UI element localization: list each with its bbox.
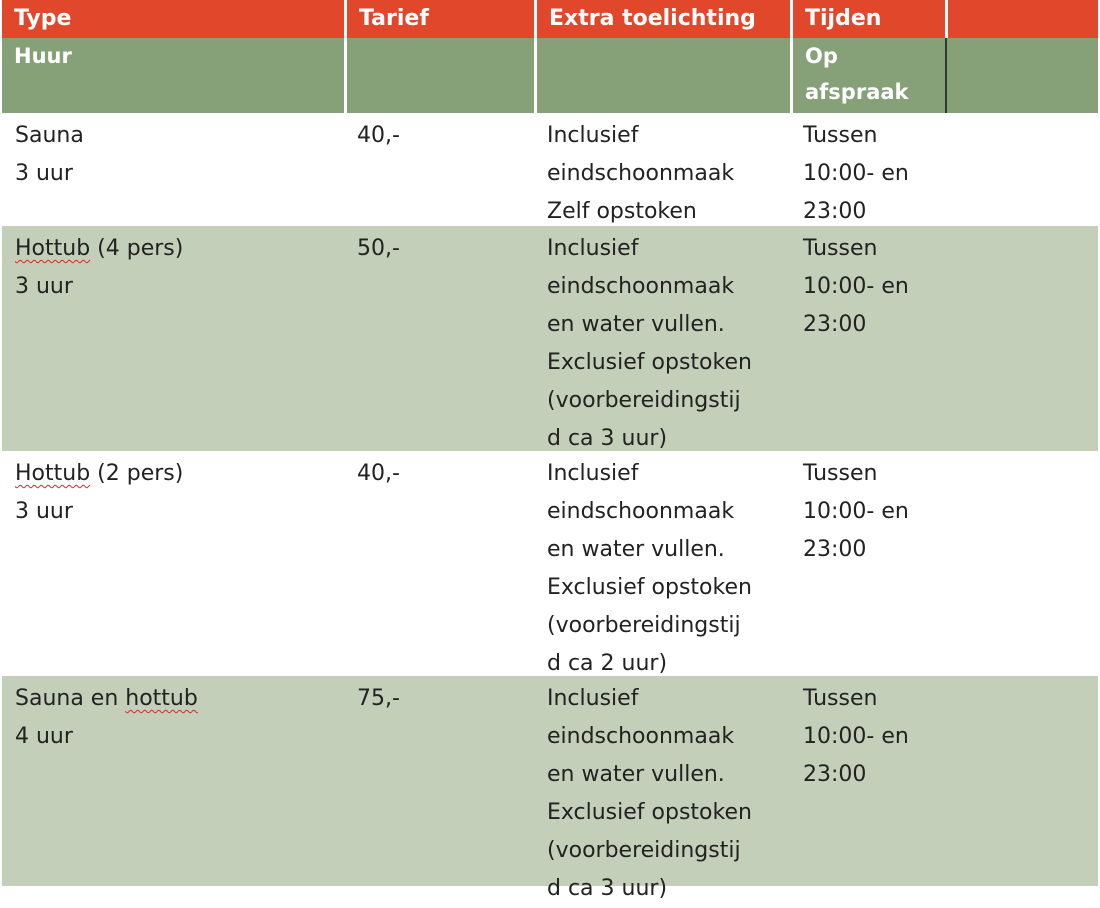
row-2-type-rest: (4 pers) xyxy=(90,236,184,261)
row-4-tijden-line: 10:00- en xyxy=(803,724,909,749)
row-1-tijden-line: Tussen xyxy=(803,123,878,148)
row-1-type-name xyxy=(15,117,334,155)
row-3-tijden xyxy=(790,451,945,676)
header-tarief: Tarief xyxy=(344,0,534,38)
row-1-type xyxy=(2,113,344,226)
subheader-toelichting xyxy=(534,38,790,113)
row-4-toelichting-line: eindschoonmaak xyxy=(547,724,735,749)
row-2-type xyxy=(2,226,344,451)
row-4-toelichting-line: d ca 3 uur) xyxy=(547,876,668,901)
row-4-tijden-line: Tussen xyxy=(803,686,878,711)
row-4-extra xyxy=(945,676,1098,886)
subheader-tarief xyxy=(344,38,534,113)
row-4-toelichting-line: en water vullen. xyxy=(547,762,725,787)
row-3-extra xyxy=(945,451,1098,676)
header-tijden: Tijden xyxy=(790,0,945,38)
row-4-toelichting xyxy=(534,676,790,901)
row-3-tijden-line: Tussen xyxy=(803,461,878,486)
row-2-toelichting-line: eindschoonmaak xyxy=(547,274,735,299)
row-2-tijden-line: 10:00- en xyxy=(803,274,909,299)
row-1-toelichting-line: Inclusief xyxy=(547,123,639,148)
row-3-type-spell-flag[interactable]: Hottub xyxy=(15,461,91,486)
row-4-type-name xyxy=(15,680,334,718)
row-2-tijden-line: 23:00 xyxy=(803,312,867,337)
row-3-toelichting-line: Inclusief xyxy=(547,461,639,486)
row-1-type-text: Sauna xyxy=(15,123,84,148)
row-4-tijden-line: 23:00 xyxy=(803,762,867,787)
row-2-toelichting-line: en water vullen. xyxy=(547,312,725,337)
row-3-type xyxy=(2,451,344,676)
row-3-tijden-line: 23:00 xyxy=(803,537,867,562)
row-2-type-spell-flag[interactable]: Hottub xyxy=(15,236,91,261)
row-3-toelichting-line: eindschoonmaak xyxy=(547,499,735,524)
row-1-tijden-line: 10:00- en xyxy=(803,161,909,186)
price-table xyxy=(2,0,1098,901)
row-3-toelichting xyxy=(534,451,790,676)
row-2-tijden-line: Tussen xyxy=(803,236,878,261)
row-3-toelichting-line: (voorbereidingstij xyxy=(547,613,741,638)
row-4-tarief: 75,- xyxy=(344,676,534,886)
header-toelichting: Extra toelichting xyxy=(534,0,790,38)
row-2-tarief: 50,- xyxy=(344,226,534,451)
row-3-toelichting-line: d ca 2 uur) xyxy=(547,651,668,676)
row-1-toelichting-line: eindschoonmaak xyxy=(547,161,735,186)
subheader-extra xyxy=(945,38,1098,113)
row-4-type-text: Sauna en xyxy=(15,686,126,711)
row-4-duration: 4 uur xyxy=(15,724,73,749)
row-1-toelichting-line: Zelf opstoken xyxy=(547,199,697,224)
row-2-extra xyxy=(945,226,1098,451)
subheader-tijden xyxy=(790,38,945,113)
row-3-tijden-line: 10:00- en xyxy=(803,499,909,524)
subheader-tijden-line2: afspraak xyxy=(805,80,909,104)
row-2-toelichting-line: Inclusief xyxy=(547,236,639,261)
row-1-extra xyxy=(945,113,1098,226)
row-1-tijden xyxy=(790,113,945,226)
row-1-duration: 3 uur xyxy=(15,161,73,186)
row-3-tarief: 40,- xyxy=(344,451,534,676)
row-2-toelichting-line: Exclusief opstoken xyxy=(547,350,752,375)
subheader-tijden-line1: Op xyxy=(805,44,838,68)
row-1-toelichting xyxy=(534,113,790,226)
row-4-tijden xyxy=(790,676,945,886)
row-3-duration: 3 uur xyxy=(15,499,73,524)
row-4-toelichting-line: Exclusief opstoken xyxy=(547,800,752,825)
row-4-type xyxy=(2,676,344,886)
row-4-type-spell-flag[interactable]: hottub xyxy=(125,686,198,711)
row-4-toelichting-line: Inclusief xyxy=(547,686,639,711)
row-3-type-rest: (2 pers) xyxy=(90,461,184,486)
row-1-tarief: 40,- xyxy=(344,113,534,226)
row-2-toelichting-line: (voorbereidingstij xyxy=(547,388,741,413)
row-3-type-name xyxy=(15,455,334,493)
row-2-tijden xyxy=(790,226,945,451)
header-extra xyxy=(945,0,1098,38)
row-2-toelichting-line: d ca 3 uur) xyxy=(547,426,668,451)
row-2-type-name xyxy=(15,230,334,268)
header-type: Type xyxy=(2,0,344,38)
row-1-tijden-line: 23:00 xyxy=(803,199,867,224)
row-3-toelichting-line: en water vullen. xyxy=(547,537,725,562)
row-4-toelichting-line: (voorbereidingstij xyxy=(547,838,741,863)
row-2-duration: 3 uur xyxy=(15,274,73,299)
row-3-toelichting-line: Exclusief opstoken xyxy=(547,575,752,600)
subheader-type: Huur xyxy=(2,38,344,113)
row-2-toelichting xyxy=(534,226,790,451)
